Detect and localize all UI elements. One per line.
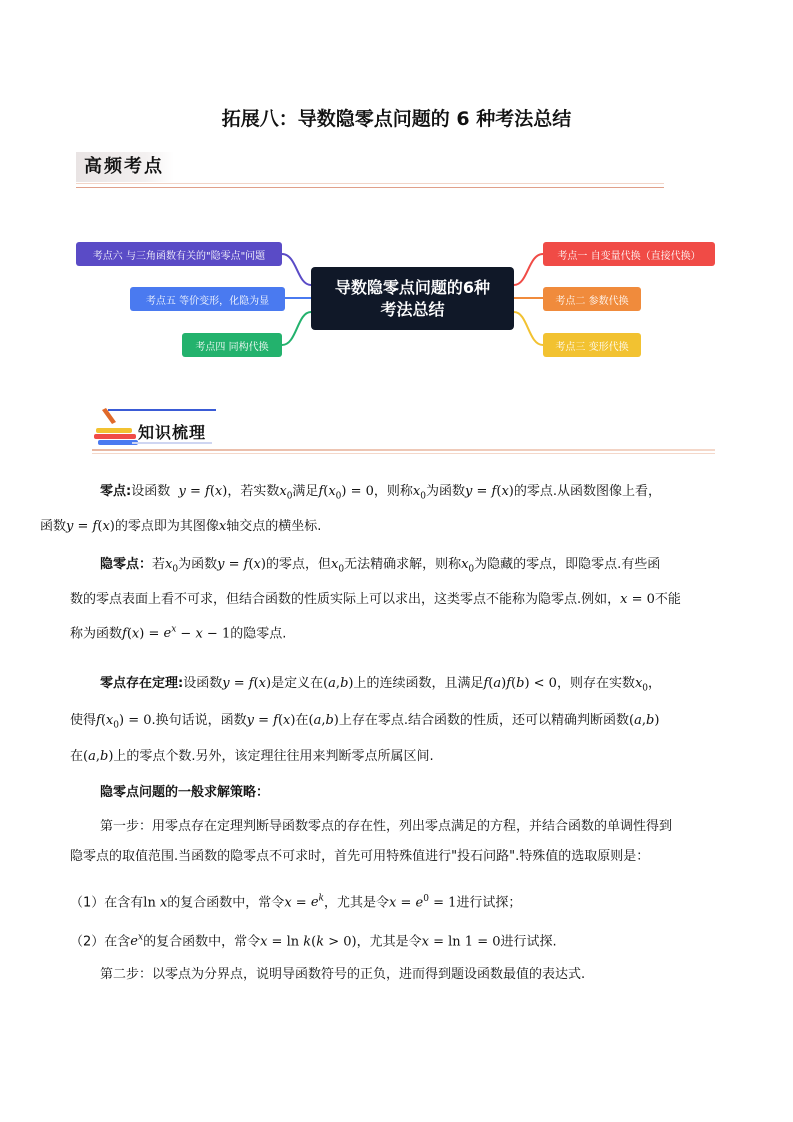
paragraph-existence-theorem: 零点存在定理:设函数y = f(x)是定义在(a,b)上的连续函数，且满足f(a)f(b) < 0，则存在实数$x_0$， 使得$f(x_0) = 0$.换句话说，函数y = f(x)在(a,b)上存在零点.结合函数的性质，还可以精确判断函数(a,b) 在(a,b)上的零点个数.另外，该定理往往用来判断零点所属区间. [70,676,662,765]
mindmap-node-1: 考点一 自变量代换（直接代换） [543,242,715,266]
mindmap-node-5: 考点五 等价变形，化隐为显 [130,287,285,311]
mindmap-node-6: 考点六 与三角函数有关的"隐零点"问题 [76,242,282,266]
paragraph-hidden-zero: 隐零点：若$x_0$为函数y = f(x)的零点，但$x_0$无法精确求解，则称$x_0$为隐藏的零点，即隐零点.有些函 数的零点表面上看不可求，但结合函数的性质实际上可以求出，这类零点不能称为隐零点.例如，x = 0不能 称为函数$f(x) = e^x - x - 1$的隐零点. [70,557,681,641]
section-banner-high-frequency: 高频考点 [76,152,174,182]
mindmap-node-2: 考点二 参数代换 [543,287,641,311]
mindmap-connectors [0,0,793,400]
mindmap-center: 导数隐零点问题的6种 考法总结 [311,267,514,330]
paragraph-zero-point: 零点:设函数 y = f(x)，若实数$x_0$满足$f(x_0) = 0$，则称$x_0$为函数y = f(x)的零点.从函数图像上看， 函数y = f(x)的零点即为其图像x轴交点的横坐标. [40,484,661,534]
paragraph-step-one: 第一步：用零点存在定理判断导函数零点的存在性，列出零点满足的方程，并结合函数的单调性得到 隐零点的取值范围.当函数的隐零点不可求时，首先可用特殊值进行"投石问路".特殊值的选取原则是： [70,819,673,864]
section-heading-knowledge: 知识梳理 [138,423,207,442]
divider [92,453,715,454]
mindmap-node-4: 考点四 同构代换 [182,333,282,357]
paragraph-step-two: 第二步：以零点为分界点，说明导函数符号的正负，进而得到题设函数最值的表达式. [100,967,586,982]
strategy-heading: 隐零点问题的一般求解策略： [100,785,270,800]
page-title: 拓展八：导数隐零点问题的 6 种考法总结 [221,108,572,130]
paragraph-case-1: （1）在含有ln x的复合函数中，常令$x = e^k$，尤其是令$x = e^0 = 1$进行试探； [70,894,522,911]
mindmap-node-3: 考点三 变形代换 [543,333,641,357]
divider [92,449,715,451]
paragraph-case-2: （2）在含$e^x$的复合函数中，常令x = ln k(k > 0)，尤其是令x = ln 1 = 0进行试探. [70,933,557,950]
